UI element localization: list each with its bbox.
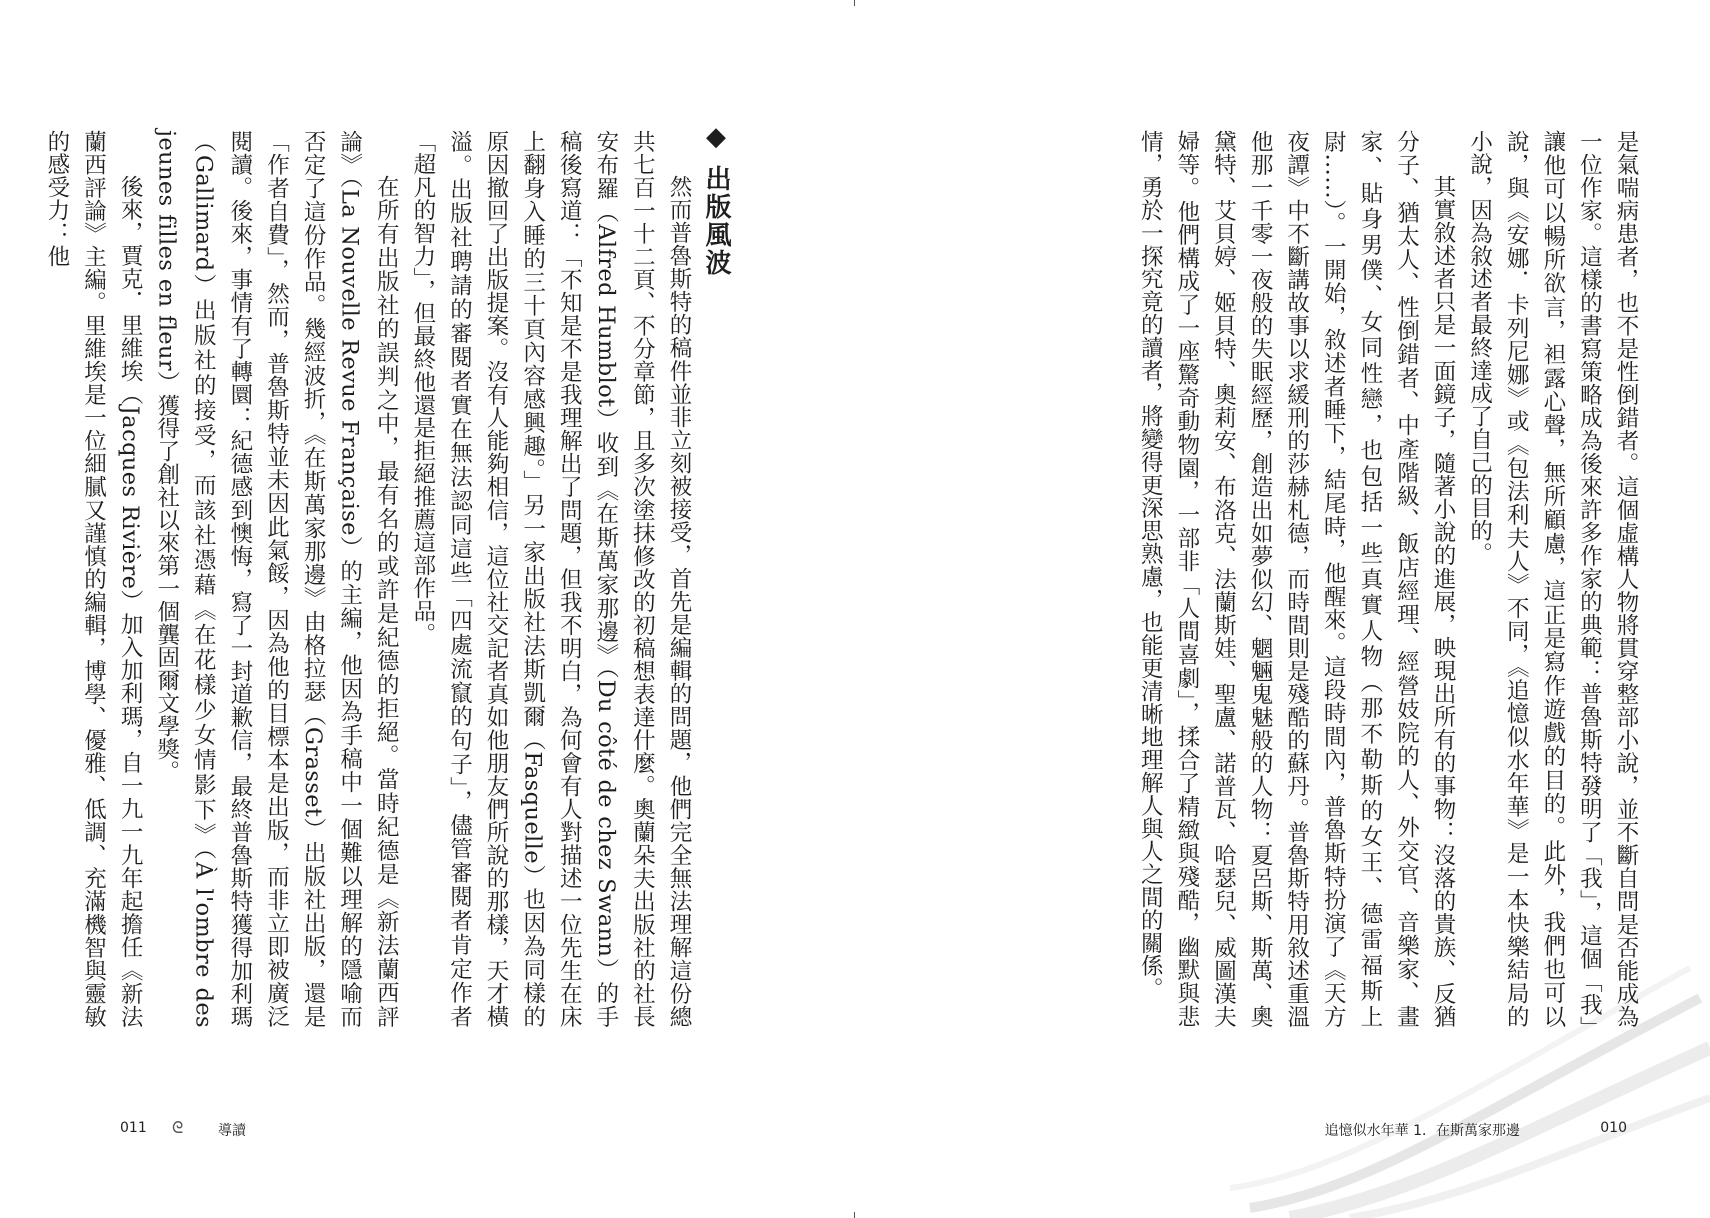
page-number: 010 <box>1600 1120 1627 1136</box>
right-body-text <box>1137 130 1644 1028</box>
section-heading <box>698 122 735 277</box>
running-book-title: 追憶似水年華 1．在斯萬家那邊 <box>1324 1123 1520 1139</box>
ornament-icon: ᘓ <box>172 1118 184 1137</box>
page-number: 011 <box>120 1120 147 1136</box>
paragraph: 是氣喘病患者，也不是性倒錯者。這個虛構人物將貫穿整部小說，並不斷自問是否能成為一位作家。這樣的書寫策略成為後來許多作家的典範：普魯斯特發明了「我」，這個「我」讓他可以暢所欲言，袒露心聲，無所顧慮，這正是寫作遊戲的目的。此外，我們也可以說，與《安娜．卡列尼娜》或《包法利夫人》不同，《追憶似水年華》是一本快樂結局的小說，因為敘述者最終達成了自己的目的。 <box>1466 130 1639 1028</box>
right-page <box>855 0 1710 1218</box>
running-section-title: 導讀 <box>218 1123 246 1139</box>
paragraph: 其實敘述者只是一面鏡子，隨著小說的進展，映現出所有的事物：沒落的貴族、反猶分子、猶太人、性倒錯者、中產階級、飯店經理、經營妓院的人、外交官、音樂家、畫家、貼身男僕、女同性戀，也包括一些真實人物（那不勒斯的女王、德雷福斯上尉……）。一開始，敘述者睡下，結尾時，他醒來。這段時間內，普魯斯特扮演了《天方夜譚》中不斷講故事以求緩刑的莎赫札德，而時間則是殘酷的蘇丹。普魯斯特用敘述重溫他那一千零一夜般的失眠經歷，創造出如夢似幻、魍魎鬼魅般的人物：夏呂斯、斯萬、奧黛特、艾貝婷、姬貝特、奧莉安、布洛克、法蘭斯娃、聖盧、諾普瓦、哈瑟兒、威圖漢夫婦等。他們構成了一座驚奇動物園，一部非「人間喜劇」，揉合了精緻與殘酷，幽默與悲情，勇於一探究竟的讀者，將變得更深思熟慮，也能更清晰地理解人與人之間的關係。 <box>1137 130 1457 1028</box>
diamond-bullet-icon: ◆ <box>701 122 731 154</box>
paragraph: 在所有出版社的誤判之中，最有名的或許是紀德的拒絕。當時紀德是《新法蘭西評論》（La Nouvelle Revue Française）的主編，他因為手稿中一個難以理解的隱喻而否定了這份作品。幾經波折，《在斯萬家那邊》由格拉瑟（Grasset）出版社出版，還是「作者自費」，然而，普魯斯特並未因此氣餒，因為他的目標本是出版，而非立即被廣泛閱讀。後來，事情有了轉圜：紀德感到懊悔，寫了一封道歉信，最終普魯斯特獲得加利瑪（Gallimard）出版社的接受，而該社憑藉《在花樣少女情影下》（À l'ombre des jeunes filles en fleur）獲得了創社以來第一個龔固爾文學獎。 <box>153 130 400 1028</box>
left-body-text <box>43 130 697 1028</box>
paragraph: 然而普魯斯特的稿件並非立刻被接受，首先是編輯的問題，他們完全無法理解這份總共七百一十二頁、不分章節，且多次塗抹修改的初稿想表達什麼。奧蘭朵夫出版社的社長安布羅（Alfred Humblot）收到《在斯萬家那邊》（Du côté de chez Swann）的手稿後寫道：「不知是不是我理解出了問題，但我不明白，為何會有人對描述一位先生在床上翻身入睡的三十頁內容感興趣。」另一家出版社法斯凱爾（Fasquelle）也因為同樣的原因撤回了出版提案。沒有人能夠相信，這位社交記者真如他朋友們所說的那樣，天才橫溢。出版社聘請的審閱者實在無法認同這些「四處流竄的句子」，儘管審閱者肯定作者「超凡的智力」，但最終他還是拒絕推薦這部作品。 <box>409 130 692 1028</box>
section-heading-text: 出版風波 <box>701 165 731 278</box>
paragraph: 後來，賈克．里維埃（Jacques Rivière）加入加利瑪，自一九一九年起擔任《新法蘭西評論》主編。里維埃是一位細膩又謹慎的編輯，博學、優雅、低調、充滿機智與靈敏的感受力：他 <box>43 130 144 1028</box>
